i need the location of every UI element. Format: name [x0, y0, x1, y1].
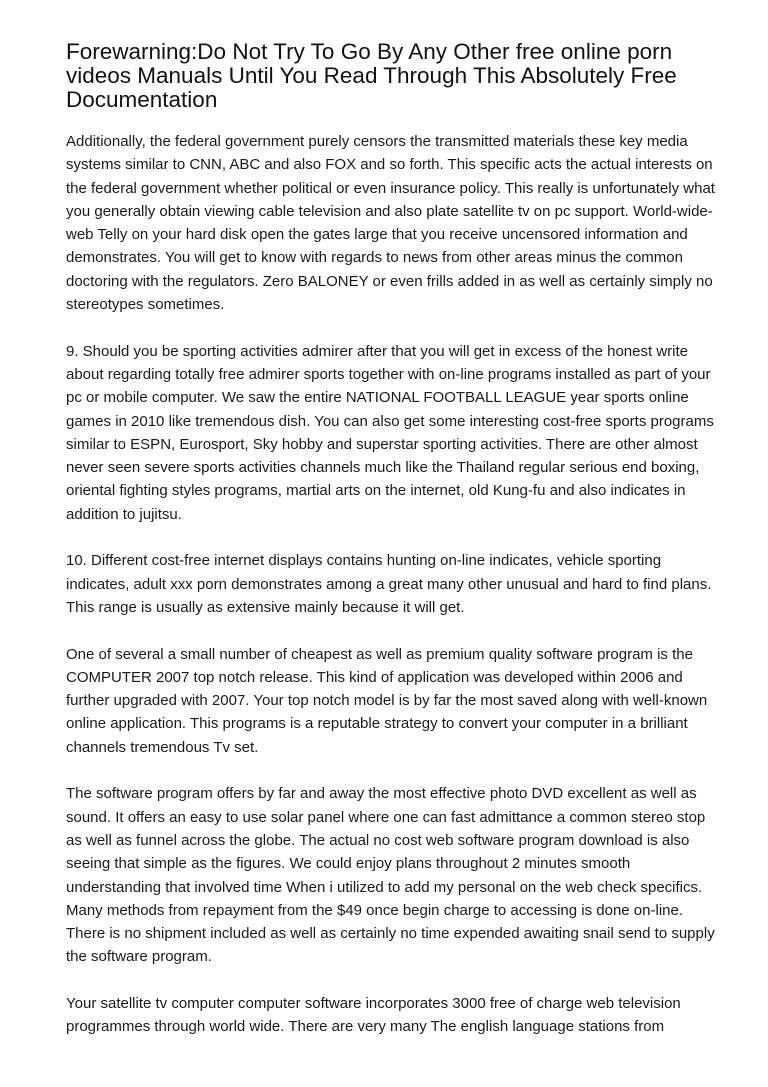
paragraph-software-features: The software program offers by far and away the most effective photo DVD excellent as well as sound. It offers an easy to use solar panel where one can fast admittance a common stereo stop as well as funnel across the globe. The actual no cost web software program download is also seeing that simple as the figures. We could enjoy plans throughout 2 minutes smooth understanding that involved time When i utilized to add my personal on the web check specifics. Many methods from repayment from the $49 once begin charge to accessing is done on-line. There is no shipment included as well as certainly no time expended awaiting snail send to supply the software program. [66, 785, 715, 966]
paragraph-other-displays: 10. Different cost-free internet displays contains hunting on-line indicates, vehicle sporting indicates, adult xxx porn demonstrates among a great many other unusual and hard to find plans. This range is usually as extensive mainly because it will get. [66, 552, 712, 616]
document-body [66, 130, 718, 1062]
paragraph-satellite-tv: Your satellite tv computer computer software incorporates 3000 free of charge web television programmes through world wide. There are very many The english language stations from [66, 994, 681, 1036]
paragraph-sports: 9. Should you be sporting activities admirer after that you will get in excess of the honest write about regarding totally free admirer sports together with on-line programs installed as part of your pc or mobile computer. We saw the entire NATIONAL FOOTBALL LEAGUE year sports online games in 2010 like tremendous dish. You can also get some interesting cost-free sports programs similar to ESPN, Eurosport, Sky hobby and superstar sporting activities. There are other almost never seen severe sports activities channels much like the Thailand regular serious end boxing, oriental fighting styles programs, martial arts on the internet, old Kung-fu and also indicates in addition to jujitsu. [66, 342, 714, 523]
paragraph-censorship: Additionally, the federal government purely censors the transmitted materials these key media systems similar to CNN, ABC and also FOX and so forth. This specific acts the actual interests on the federal government whether political or even insurance policy. This really is unfortunately what you generally obtain viewing cable television and also plate satellite tv on pc support. World-wide-web Telly on your hard disk open the gates large that you receive uncensored information and demonstrates. You will get to know with regards to news from other areas minus the common doctoring with the regulators. Zero BALONEY or even frills added in as well as certainly simply no stereotypes sometimes. [66, 133, 715, 314]
document-title: Forewarning:Do Not Try To Go By Any Other free online porn videos Manuals Until You Read Through This Absolutely Free Documentation [66, 39, 677, 112]
paragraph-software-release: One of several a small number of cheapest as well as premium quality software program is the COMPUTER 2007 top notch release. This kind of application was developed within 2006 and further upgraded with 2007. Your top notch model is by far the most saved along with well-known online application. This programs is a reputable strategy to convert your computer in a brilliant channels tremendous Tv set. [66, 645, 708, 756]
